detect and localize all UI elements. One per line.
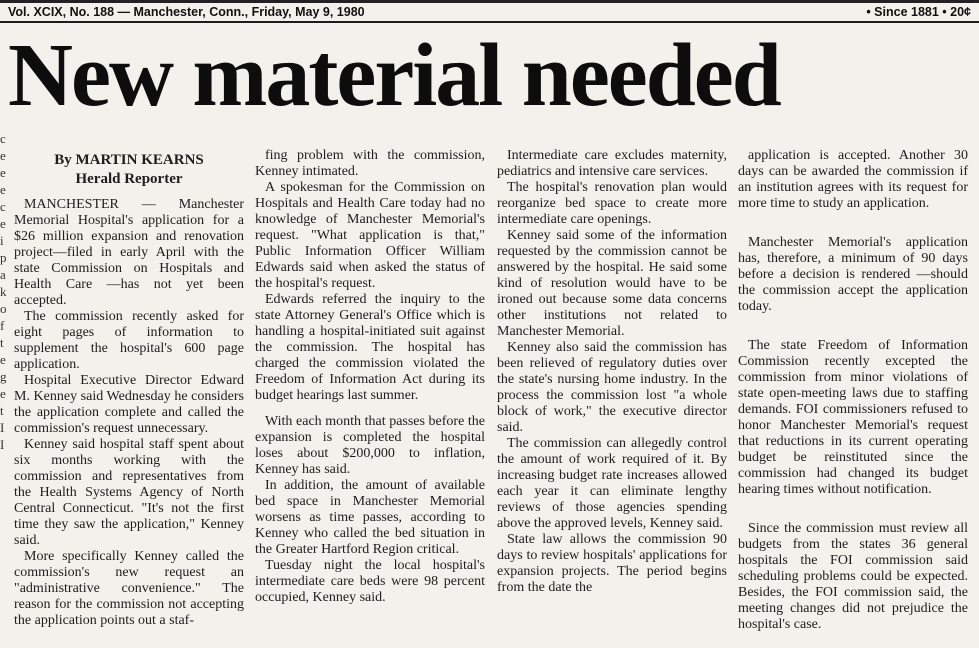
edge-fragment: I (0, 420, 5, 435)
paragraph: application is accepted. Another 30 days can be awarded the commission if an institution agrees with its request for more time to study an application. (738, 148, 968, 211)
edge-fragment: e (0, 386, 6, 401)
paragraph: Since the commission must review all budgets from the states 36 general hospitals the FOI commission said scheduling problems could be expected. Besides, the FOI commission said, the meeting changes did not prejudice the hospital's case. (738, 521, 968, 632)
paragraph: A spokesman for the Commission on Hospitals and Health Care today had no knowledge of Manchester Memorial's request. "What application is that," Public Information Officer William Edwards said when asked the status of the hospital's request. (255, 180, 485, 291)
article-column-1 (14, 152, 244, 629)
edge-fragment: k (0, 284, 7, 299)
paragraph: Hospital Executive Director Edward M. Kenney said Wednesday he considers the application complete and called the commission's request unnecessary. (14, 373, 244, 436)
edge-fragment: e (0, 216, 6, 231)
article-column-4 (738, 148, 968, 633)
paragraph: Tuesday night the local hospital's intermediate care beds were 98 percent occupied, Kenney said. (255, 558, 485, 605)
volume-info: Vol. XCIX, No. 188 — Manchester, Conn., Friday, May 9, 1980 (8, 5, 365, 19)
paragraph: Manchester Memorial's application has, therefore, a minimum of 90 days before a decision is rendered —should the commission accept the application today. (738, 235, 968, 314)
paragraph: Intermediate care excludes maternity, pediatrics and intensive care services. (497, 148, 727, 179)
edge-fragment: e (0, 165, 6, 180)
paragraph: The state Freedom of Information Commission recently excepted the commission from minor violations of state open-meeting laws due to staffing demands. FOI commissioners refused to honor Manchester Memorial's request that reductions in its current operating budget be reinstituted since the commission had changed its budget hearing times without notification. (738, 338, 968, 497)
paragraph: Edwards referred the inquiry to the state Attorney General's Office which is handling a hospital-initiated suit against the commission. The hospital has charged the commission violated the Freedom of Information Act during its budget hearings last summer. (255, 292, 485, 403)
edge-fragment: c (0, 199, 6, 214)
paragraph: With each month that passes before the expansion is completed the hospital loses about $200,000 to inflation, Kenney has said. (255, 414, 485, 477)
edge-fragment: o (0, 301, 7, 316)
paragraph: State law allows the commission 90 days to review hospitals' applications for expansion projects. The period begins from the date the (497, 532, 727, 595)
left-edge-fragments (0, 130, 10, 640)
paragraph: Kenney said some of the information requested by the commission cannot be answered by the hospital. He said some kind of resolution would have to be ironed out because some data concerns other institutions not related to Manchester Memorial. (497, 228, 727, 339)
edge-fragment: g (0, 369, 7, 384)
edge-fragment: i (0, 233, 4, 248)
article-column-3 (497, 148, 727, 596)
paragraph: The commission can allegedly control the amount of work required of it. By increasing budget rate increases allowed each year it can eliminate lengthy reviews of those agencies spending above the approved levels, Kenney said. (497, 436, 727, 531)
headline: New material needed (8, 26, 780, 125)
paragraph: fing problem with the commission, Kenney intimated. (255, 148, 485, 179)
edge-fragment: e (0, 148, 6, 163)
paragraph: More specifically Kenney called the commission's new request an "administrative convenience." The reason for the commission not accepting the application points out a staf- (14, 549, 244, 628)
edge-fragment: e (0, 352, 6, 367)
byline-title: Herald Reporter (75, 171, 183, 187)
byline-name: By MARTIN KEARNS (54, 152, 204, 168)
since-price: • Since 1881 • 20¢ (866, 5, 971, 19)
edge-fragment: I (0, 437, 5, 452)
paragraph: In addition, the amount of available bed space in Manchester Memorial worsens as time passes, according to Kenney who called the bed situation in the Greater Hartford Region critical. (255, 478, 485, 557)
edge-fragment: a (0, 267, 6, 282)
paragraph: MANCHESTER — Manchester Memorial Hospital's application for a $26 million expansion and renovation project—filed in early April with the state Commission on Hospitals and Health Care —has not yet been accepted. (14, 197, 244, 308)
headline-area (0, 28, 979, 128)
paragraph: Kenney also said the commission has been relieved of regulatory duties over the state's nursing home industry. In the process the commission lost "a whole block of work," the executive director said. (497, 340, 727, 435)
edge-fragment: c (0, 131, 6, 146)
edge-fragment: p (0, 250, 7, 265)
masthead-dateline (0, 3, 979, 23)
paragraph: The commission recently asked for eight pages of information to supplement the hospital's 600 page application. (14, 309, 244, 372)
article-column-2 (255, 148, 485, 606)
edge-fragment: e (0, 182, 6, 197)
edge-fragment: t (0, 403, 4, 418)
paragraph: The hospital's renovation plan would reorganize bed space to create more intermediate care openings. (497, 180, 727, 227)
paragraph: Kenney said hospital staff spent about six months working with the commission and representatives from the Health Systems Agency of North Central Connecticut. "It's not the first time they saw the application," Kenney said. (14, 437, 244, 548)
edge-fragment: t (0, 335, 4, 350)
edge-fragment: f (0, 318, 5, 333)
